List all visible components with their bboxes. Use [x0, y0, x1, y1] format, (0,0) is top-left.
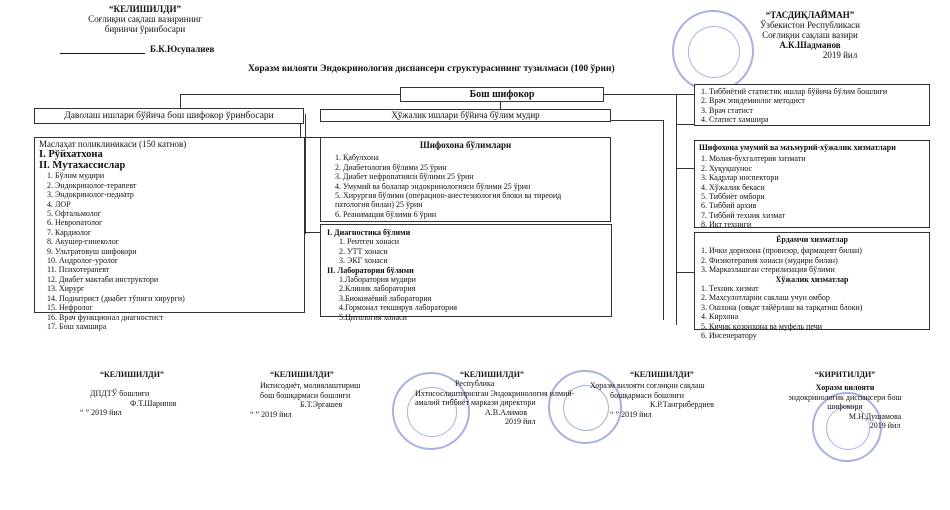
connector-line: [663, 120, 664, 320]
hospital-departments-box: [320, 137, 611, 222]
approval-date: “ ” 2019 йил: [610, 409, 652, 419]
list-item: 1. Тиббиётий статистик ишлар бўйича бўлим бошлиғи: [701, 87, 888, 96]
connector-line: [305, 232, 321, 233]
general-services-box: [694, 140, 930, 228]
list-item: 8. Икт техниги: [701, 220, 752, 230]
list-item: 5. Тиббиёт омбори: [701, 192, 765, 202]
approval-name: Б.Т.Эргашев: [300, 400, 343, 410]
list-item: 2. Эндокринолог-терапевт: [47, 180, 137, 190]
connector-line: [500, 102, 501, 109]
list-item: 3. Диабет нефропатияси бўлими 25 ўрин: [335, 172, 474, 182]
approval-line: Ўзбекистон Республикаси: [760, 20, 860, 30]
approval-name: А.В.Алимов: [485, 407, 528, 417]
list-item: 3. Эндокринолог-педиатр: [47, 190, 134, 200]
polyclinic-section: II. Мутахассислар: [39, 160, 126, 172]
list-item: 3.Биокимёвий лаборатория: [339, 293, 432, 303]
list-item: 17. Бош хамшира: [47, 321, 107, 331]
approval-name: Ф.Т.Шарипов: [130, 398, 177, 408]
list-item: 1. Молия-бухгалтерия хизмати: [701, 154, 806, 164]
approval-head: “КЕЛИШИЛДИ”: [270, 370, 334, 379]
approval-head: “ТАСДИҚЛАЙМАН”: [765, 10, 855, 20]
list-item: патология билан) 25 ўрин: [335, 200, 423, 210]
list-item: 5. Офтальмолог: [47, 209, 102, 219]
chief-box: Бош шифокор: [400, 87, 604, 102]
approval-line: бош бошқармаси бошлиғи: [260, 390, 351, 400]
list-item: 6. Инсенератору: [701, 331, 757, 341]
list-item: 5.Цитология хонаси: [339, 312, 407, 322]
approval-line: Соғлиқни сақлаш вазирининг: [88, 14, 202, 24]
deputy-nursing-box: Ҳўжалик ишлари бўйича бўлим мудир: [320, 109, 611, 122]
list-item: 4. Умумий ва болалар эндокринологияси бўлими 25 ўрин: [335, 181, 531, 191]
statistics-box: [694, 84, 930, 126]
approval-line: Хоразм вилояти соғлиқни сақлаш: [590, 381, 705, 391]
connector-line: [305, 114, 306, 234]
approval-bottom-3: [410, 370, 590, 426]
list-item: 16. Врач функционал диагностист: [47, 312, 164, 322]
approval-date: 2019 йил: [869, 421, 901, 431]
list-item: 5. Кичик қозонхона ва муфель печи: [701, 321, 823, 331]
approval-name: М.Н.Душамова: [848, 411, 902, 421]
list-item: 4. ЛОР: [47, 199, 71, 209]
document-title: Хоразм вилояти Эндокринология диспансери структурасининг тузилмаси (100 ўрин): [248, 64, 615, 74]
connector-line: [676, 124, 694, 125]
list-item: 3. Марказлашган стерилизация бўлими: [701, 265, 835, 275]
auxiliary-heading: Хўжалик хизматлар: [775, 274, 849, 284]
general-heading: Шифохона умумий ва маъмурий-хўжалик хизматлари: [699, 143, 896, 152]
approval-name: К.Р.Тангрибердиев: [650, 400, 714, 410]
list-item: 14. Подиатрист (диабет тўпиғи хирурги): [47, 293, 185, 303]
list-item: 2. Махсулотларни саклаш учун омбор: [701, 293, 830, 303]
list-item: 7. Тиббий техник хизмат: [701, 210, 786, 220]
list-item: 4. Кирхона: [701, 312, 739, 322]
list-item: 3. Врач статист: [701, 105, 753, 115]
approval-head: “КЕЛИШИЛДИ”: [460, 370, 524, 379]
connector-line: [676, 95, 677, 325]
list-item: 12. Диабет мактаби инструктори: [47, 274, 159, 284]
approval-head: “КЕЛИШИЛДИ”: [109, 4, 181, 14]
hospital-heading: Шифохона бўлимлари: [419, 140, 512, 150]
approval-bottom-2: [230, 370, 390, 419]
list-item: 10. Андролог-уролог: [47, 256, 119, 266]
list-item: 6. Реанимация бўлими 6 ўрин: [335, 209, 437, 219]
approval-bottom-4: [590, 370, 750, 419]
approval-line: ДПДТЎ бошлиғи: [90, 389, 150, 399]
list-item: 4.Гормонал текширув лаборатория: [339, 303, 458, 313]
list-item: 1.Лаборатория мудири: [339, 275, 416, 285]
list-item: 3. ЭКГ хонаси: [339, 256, 388, 266]
list-item: 5. Хирургия бўлими (операцион-анестезиология блоки ва тиреоид: [335, 191, 562, 201]
list-item: 13. Хирург: [47, 284, 85, 294]
list-item: 3. Ошхона (овқат тайёрлаш ва тарқатиш блоки): [701, 302, 863, 312]
list-item: 4. Хўжалик бекаси: [701, 182, 765, 192]
list-item: 2. Диабетология бўлими 25 ўрин: [335, 162, 447, 172]
list-item: 1. Қабулхона: [335, 153, 379, 163]
list-item: 6. Тиббий архив: [701, 201, 757, 211]
approval-bottom-1: [60, 370, 210, 418]
list-item: 7. Кардиолог: [47, 227, 92, 237]
connector-line: [676, 168, 694, 169]
approval-line: биринчи ўринбосари: [104, 24, 186, 34]
diagnostics-section: I. Диагностика бўлими: [327, 228, 411, 237]
list-item: 1. Бўлим мудири: [47, 171, 105, 181]
connector-line: [676, 272, 694, 273]
polyclinic-heading: Маслаҳат поликлиникаси (150 катнов): [39, 139, 187, 149]
list-item: 8. Акушер-гинеколог: [47, 237, 119, 247]
connector-line: [180, 94, 181, 108]
list-item: 2. Хуқуқшунос: [701, 163, 753, 173]
approval-head: “КЕЛИШИЛДИ”: [630, 370, 694, 379]
approval-date: 2019 йил: [505, 417, 536, 427]
list-item: 4. Статист хамшира: [701, 115, 769, 125]
approval-line: Соғлиқни сақлаш вазири: [762, 30, 858, 40]
approval-bottom-5: [770, 370, 920, 430]
approval-line: Иктисодиёт, молиялаштириш: [260, 381, 361, 391]
approval-line: Республика: [455, 379, 495, 389]
approval-line: Хоразм вилояти: [815, 383, 875, 393]
list-item: 15. Нефролог: [47, 303, 93, 313]
connector-line: [180, 94, 400, 95]
approval-line: Ихтисослаштирилган Эндокринология илмий-амалий тиббиёт маркази директори: [415, 388, 575, 408]
auxiliary-services-box: [694, 232, 930, 341]
approval-line: эндокринологик диспансери бош шифокори: [788, 392, 902, 412]
list-item: 9. Ультратовуш шифокори: [47, 246, 137, 256]
signature-line: [60, 53, 145, 54]
approval-top-left: [55, 4, 235, 34]
list-item: 3. Кадрлар инспектори: [701, 173, 779, 183]
list-item: 6. Невропатолог: [47, 218, 103, 228]
list-item: 2. УТТ хонаси: [339, 246, 388, 256]
list-item: 2. Врач эпидемиолог методист: [701, 96, 805, 106]
list-item: 11. Психотерапевт: [47, 265, 110, 275]
polyclinic-section: I. Рўйхатхона: [39, 149, 103, 161]
approval-date: “ ” 2019 йил: [80, 408, 122, 418]
diagnostics-box: [320, 224, 612, 322]
list-item: 1. Ички дорихона (провизор, фармацевт билан): [701, 246, 862, 256]
approval-name: А.К.Шадманов: [779, 40, 841, 50]
approval-name: Б.К.Юсупалиев: [150, 44, 215, 54]
auxiliary-heading: Ёрдамчи хизматлар: [776, 235, 848, 244]
polyclinic-box: [34, 137, 305, 331]
list-item: 2.Клиник лаборатория: [339, 284, 416, 294]
approval-date: “ ” 2019 йил: [250, 409, 292, 419]
approval-head: “КИРИТИЛДИ”: [814, 370, 876, 379]
connector-line: [604, 94, 694, 95]
deputy-treatment-box: Даволаш ишлари бўйича бош шифокор ўринбосари: [34, 108, 304, 124]
approval-line: бошқармаси бошлиғи: [610, 390, 685, 400]
list-item: 1. Техник хизмат: [701, 284, 759, 294]
approval-head: “КЕЛИШИЛДИ”: [100, 370, 164, 379]
list-item: 2. Физиотерапия хонаси (мудири билан): [701, 255, 838, 265]
approval-top-right: [715, 10, 905, 60]
diagnostics-section: II. Лаборатория бўлими: [327, 265, 414, 275]
approval-date: 2019 йил: [822, 50, 858, 60]
list-item: 1. Рентген хонаси: [339, 237, 400, 247]
connector-line: [611, 120, 663, 121]
